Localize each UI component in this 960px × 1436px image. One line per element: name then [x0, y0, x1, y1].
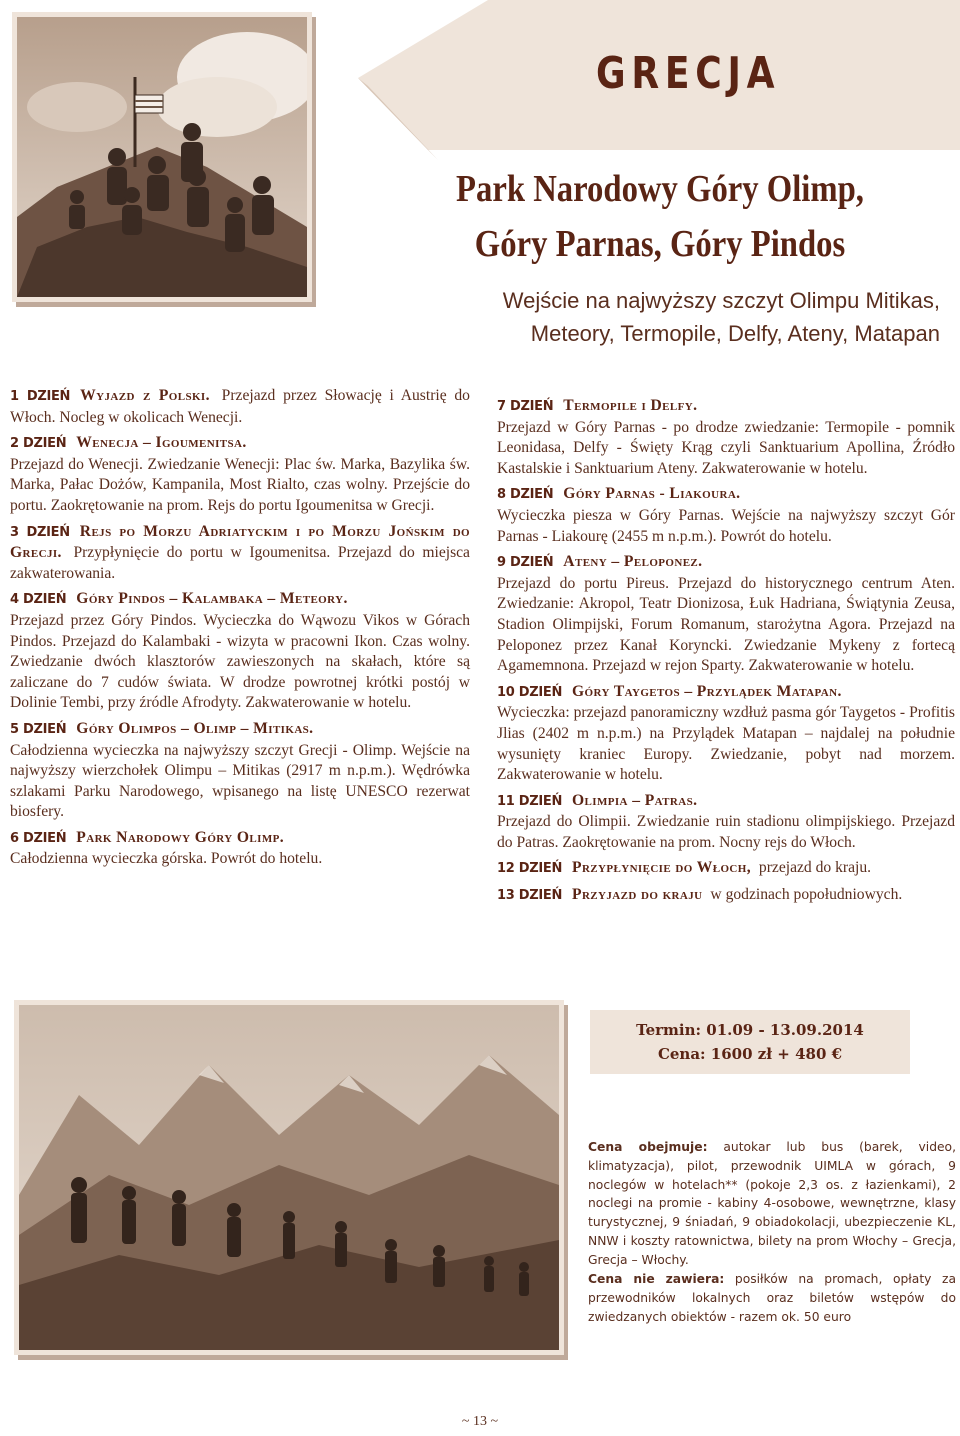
day-label: 13 DZIEŃ — [497, 888, 563, 904]
day-entry — [497, 484, 955, 547]
day-label: 8 DZIEŃ — [497, 487, 554, 503]
subtitle-line-2: Meteory, Termopile, Delfy, Ateny, Matapan — [530, 321, 940, 346]
excludes-label: Cena nie zawiera: — [588, 1272, 725, 1286]
day-title: Przypłynięcie do Włoch, — [572, 859, 752, 877]
day-label: 12 DZIEŃ — [497, 861, 563, 877]
page-subtitle — [380, 284, 940, 350]
subtitle-line-1: Wejście na najwyższy szczyt Olimpu Mitikas, — [502, 288, 940, 313]
day-label: 1 DZIEŃ — [10, 389, 71, 404]
day-title: Góry Olimpos – Olimp – Mitikas. — [76, 719, 314, 737]
day-text: Przejazd przez Góry Pindos. Wycieczka do Wąwozu Vikos w Górach Pindos. Przejazd do Kalambaki - wizyta w pracowni Ikon. Czas wolny. Zwiedzanie dwóch klasztorów zawieszonych na skałach, które są zaliczane do 7 cudów świata. W drodze powrotnej krótki postój w Dolinie Tembi, przy źródle Afrodyty. Zakwaterowanie w hotelu. — [10, 611, 470, 712]
day-entry — [497, 858, 955, 880]
trip-price: Cena: 1600 zł + 480 € — [657, 1045, 843, 1063]
day-entry — [10, 828, 470, 870]
day-text: Wycieczka: przejazd panoramiczny wzdłuż pasma gór Taygetos - Profitis Jlias (2402 m n.p.m.) na Przylądek Matapan – najdalej na południe wysunięty kraniec Europy. Zwiedzanie, pobyt nad morzem. Zakwaterowanie w hotelu. — [497, 704, 955, 784]
day-title: Góry Taygetos – Przylądek Matapan. — [572, 682, 842, 700]
day-text: Przejazd do Olimpii. Zwiedzanie ruin stadionu olimpijskiego. Przejazd do Patras. Zaokrętowanie na prom. Nocny rejs do Włoch. — [497, 813, 955, 851]
term-price-box — [590, 1010, 910, 1074]
day-label: 10 DZIEŃ — [497, 684, 563, 700]
price-excludes — [588, 1270, 956, 1326]
day-label: 5 DZIEŃ — [10, 721, 67, 737]
trip-term: Termin: 01.09 - 13.09.2014 — [636, 1021, 864, 1039]
day-text: Przejazd do Wenecji. Zwiedzanie Wenecji: Plac św. Marka, Bazylika św. Marka, Pałac Dożów, Kampanila, Most Rialto, czas wolny. Przejście do portu. Zaokrętowanie na prom. Rejs do portu Igoumenitsa w Grecji. — [10, 455, 470, 514]
day-title: Wenecja – Igoumenitsa. — [76, 434, 247, 452]
day-text: Przejazd do portu Pireus. Przejazd do historycznego centrum Aten. Zwiedzanie: Akropol, Teatr Dionizosa, Łuk Hadriana, Świątynia Zeusa, Stadion Olimpijski, Forum Romanum, starożytna Agora. Przejazd na Peloponez przez Kanał Koryncki. Zwiedzanie Mykeny z fortecą Agamemnona. Przejazd w rejon Sparty. Zakwaterowanie w hotelu. — [497, 574, 955, 675]
day-entry — [497, 885, 955, 907]
day-entry — [497, 396, 955, 479]
day-entry — [10, 589, 470, 714]
day-title: Park Narodowy Góry Olimp. — [76, 828, 285, 846]
title-line-2: Góry Parnas, Góry Pindos — [474, 223, 846, 265]
day-text: Przejazd w Góry Parnas - po drodze zwiedzanie: Termopile - pomnik Leonidasa, Delfy - Święty Krąg czyli Sanktuarium Apollina, Źródło Kastalskie i Sanktuarium Ateny. Zakwaterowanie w hotelu. — [497, 418, 955, 477]
day-label: 4 DZIEŃ — [10, 592, 67, 608]
itinerary-left-column — [10, 386, 470, 875]
day-label: 11 DZIEŃ — [497, 793, 563, 809]
title-line-1: Park Narodowy Góry Olimp, — [456, 168, 864, 210]
price-includes — [588, 1138, 956, 1270]
day-entry — [10, 433, 470, 516]
day-text: Całodzienna wycieczka na najwyższy szczyt Grecji - Olimp. Wejście na najwyższy wierzchołek Olimpu – Mitikas (2917 m n.p.m.). Wędrówka szlakami Parku Narodowego, wpisanego na listę UNESCO rezerwat biosfery. — [10, 741, 470, 821]
day-text: Przejazd przez Słowację i Austrię do Włoch. Nocleg w okolicach Wenecji. — [10, 387, 470, 426]
day-text: Wycieczka piesza w Góry Parnas. Wejście na najwyższy szczyt Gór Parnas - Liakourę (2455 m n.p.m.). Powrót do hotelu. — [497, 506, 955, 545]
includes-label: Cena obejmuje: — [588, 1140, 708, 1154]
day-label: 9 DZIEŃ — [497, 555, 554, 571]
day-entry — [10, 522, 470, 585]
day-label: 6 DZIEŃ — [10, 830, 67, 846]
itinerary-right-column — [497, 396, 955, 912]
day-title: Góry Pindos – Kalambaka – Meteory. — [76, 590, 348, 608]
day-entry — [497, 552, 955, 677]
day-text: Całodzienna wycieczka górska. Powrót do hotelu. — [10, 850, 323, 868]
day-title: Rejs po Morzu Adriatyckim i po Morzu Jońskim do Grecji. — [10, 522, 470, 562]
includes-text: autokar lub bus (barek, video, klimatyzacja), pilot, przewodnik UIMLA w górach, 9 noclegów w hotelach** (pokoje 2,3 os. z łazienkami), 2 noclegi na promie - kabiny 4-osobowe, wewnętrzne, klasy turystycznej, 9 śniadań, 9 obiadokolacji, ubezpieczenie KL, NNW i koszty ratownictwa, bilety na prom Włochy – Grecja, Grecja – Włochy. — [588, 1140, 956, 1267]
day-entry — [10, 386, 470, 428]
page-number: ~ 13 ~ — [461, 1414, 499, 1429]
day-label: 2 DZIEŃ — [10, 436, 67, 452]
day-text: Przypłynięcie do portu w Igoumenitsa. Przejazd do miejsca zakwaterowania. — [10, 544, 470, 582]
day-label: 7 DZIEŃ — [497, 399, 554, 414]
day-entry — [497, 791, 955, 854]
day-text: w godzinach popołudniowych. — [710, 886, 903, 904]
day-label: 3 DZIEŃ — [10, 524, 70, 540]
day-text: przejazd do kraju. — [758, 859, 872, 877]
excludes-text: posiłków na promach, opłaty za przewodników lokalnych oraz biletów wstępów do zwiedzanych obiektów - razem ok. 50 euro — [588, 1272, 956, 1324]
day-title: Ateny – Peloponez. — [563, 553, 703, 571]
page-title — [428, 162, 892, 272]
day-entry — [497, 682, 955, 786]
day-title: Wyjazd z Polski. — [80, 387, 210, 404]
day-title: Termopile i Delfy. — [563, 397, 698, 414]
day-title: Olimpia – Patras. — [572, 791, 698, 809]
hikers-trail-photo — [14, 1000, 564, 1355]
day-title: Przyjazd do kraju — [572, 886, 703, 904]
day-entry — [10, 719, 470, 823]
summit-group-photo — [12, 12, 312, 302]
country-heading: GRECJA — [596, 48, 781, 99]
day-title: Góry Parnas - Liakoura. — [563, 485, 741, 503]
